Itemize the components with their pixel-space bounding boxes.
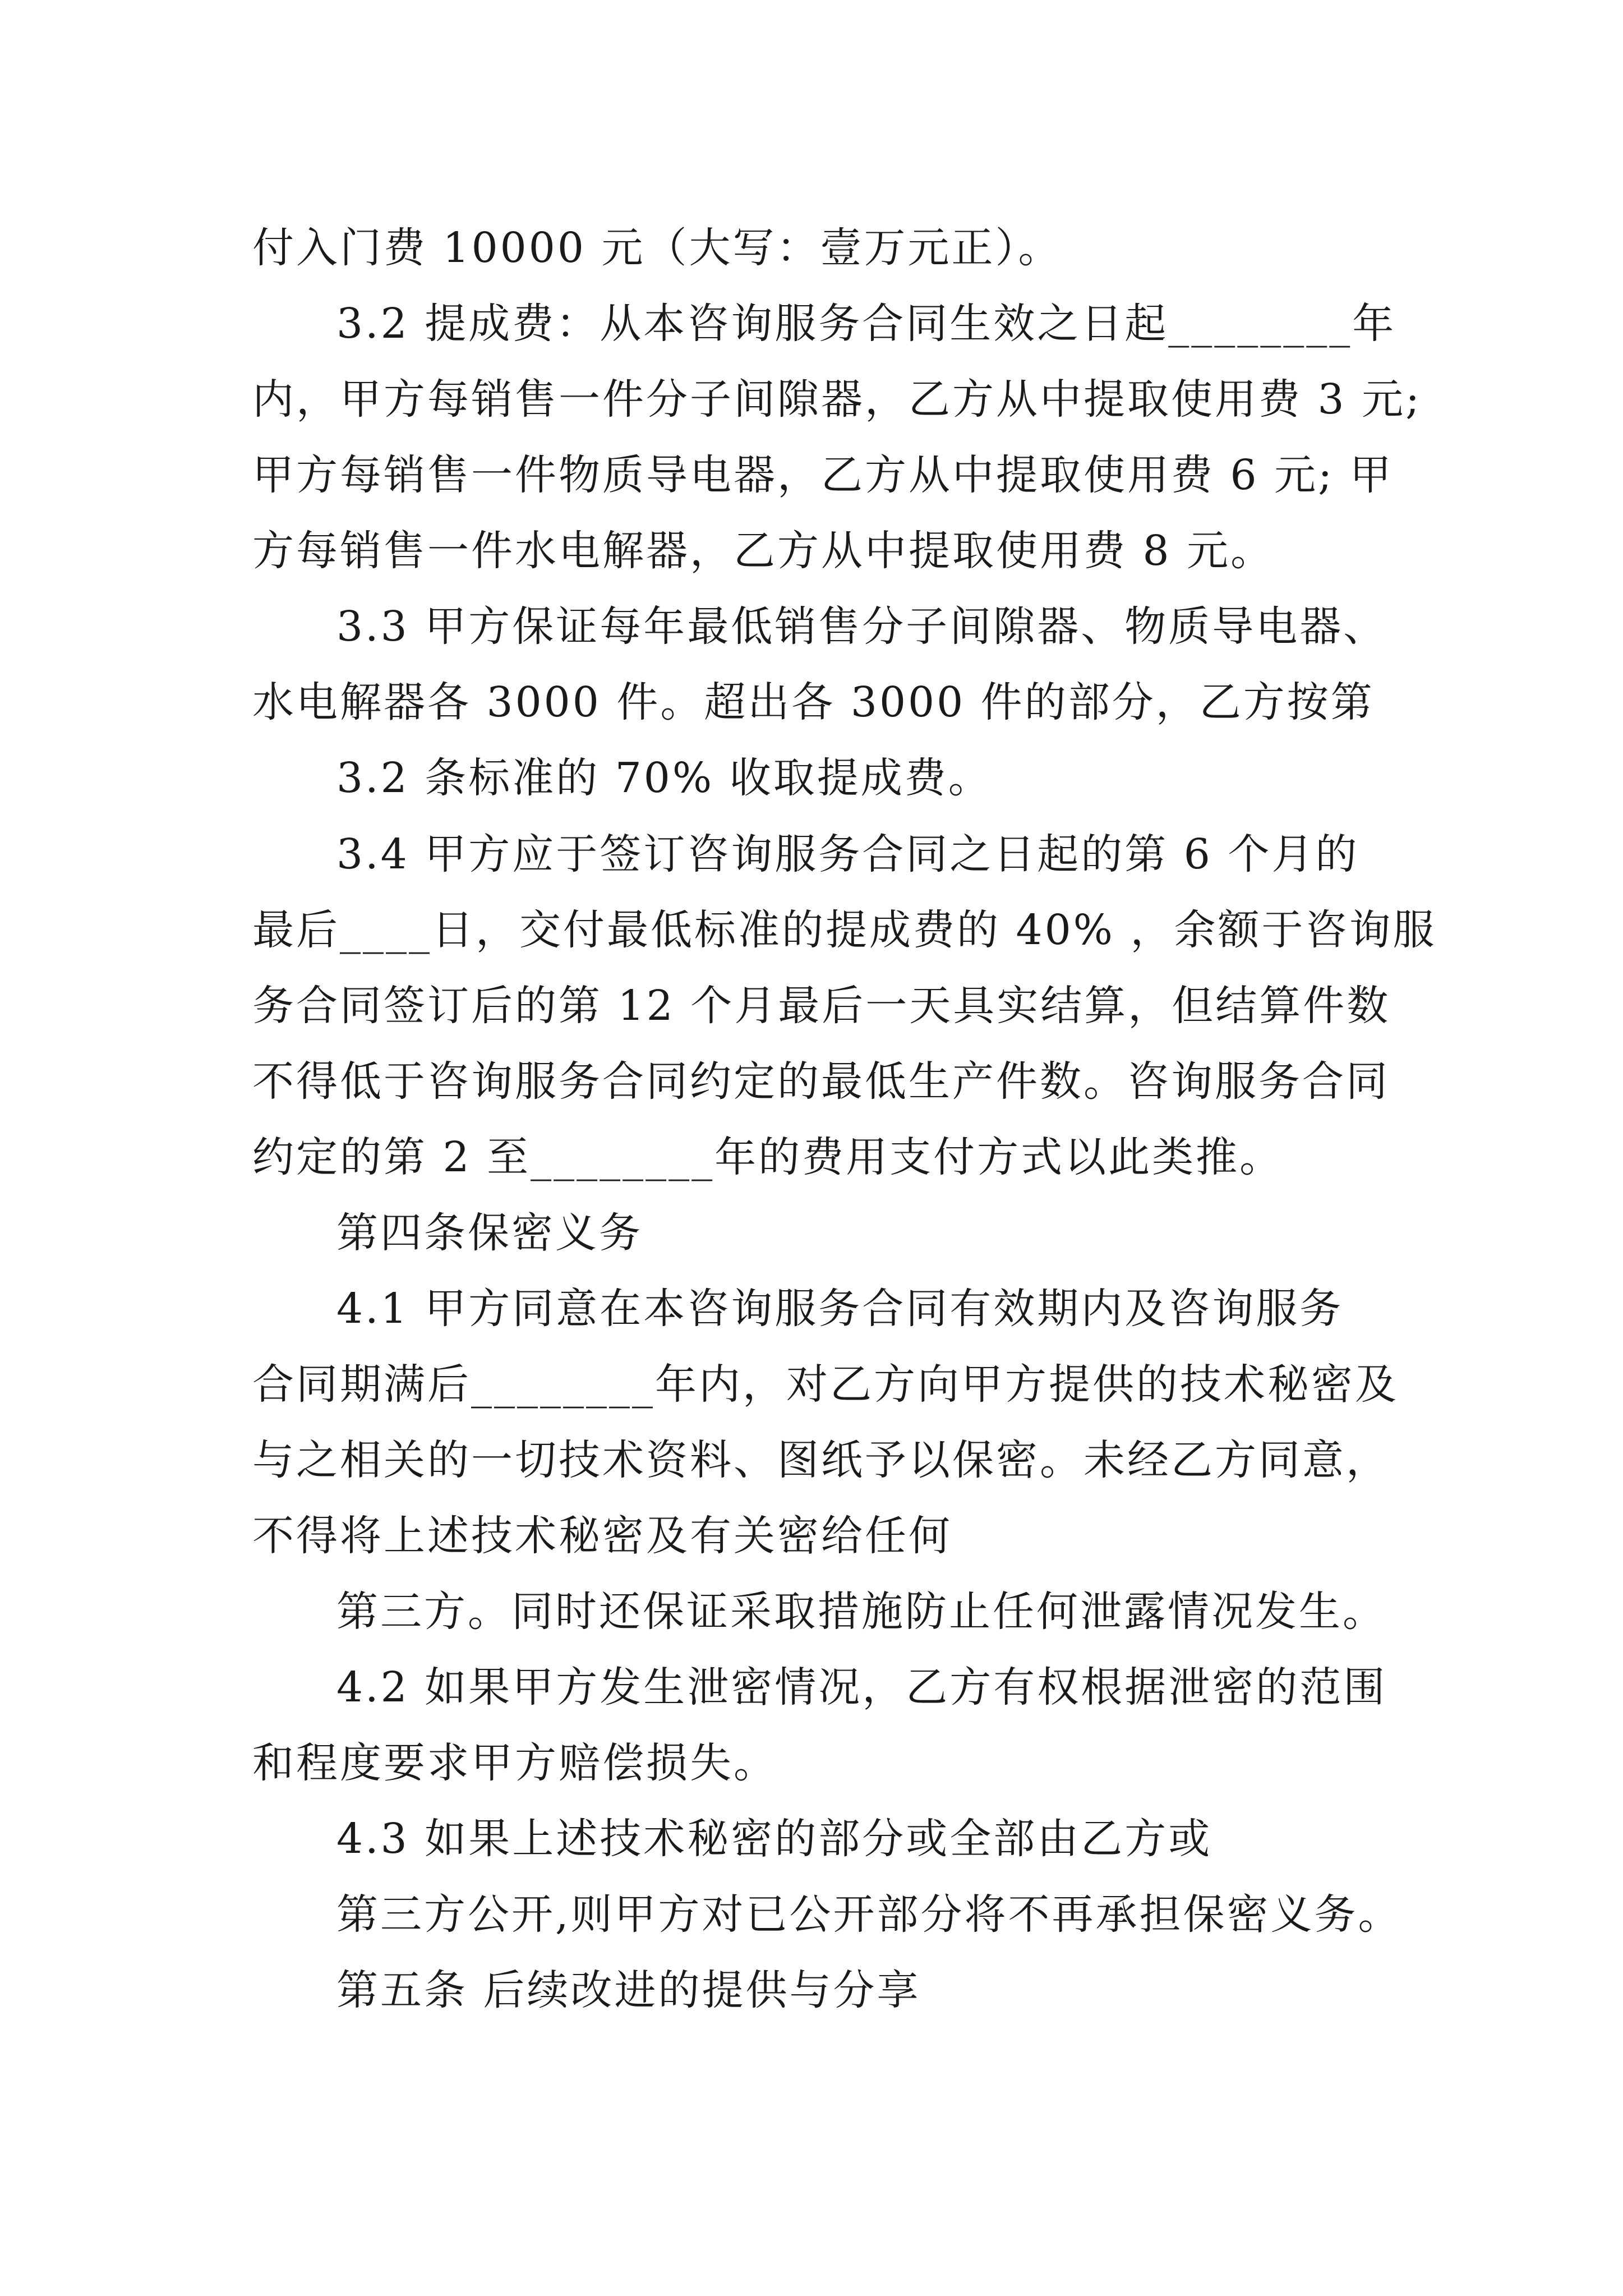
text-line-13: 约定的第 2 至________年的费用支付方式以此类推。 (252, 1133, 1284, 1181)
text-line-10: 最后____日，交付最低标准的提成费的 40% ，余额于咨询服 (252, 906, 1437, 954)
text-line-18: 不得将上述技术秘密及有关密给任何 (252, 1512, 952, 1560)
section-heading-5: 第五条 后续改进的提供与分享 (336, 1966, 921, 2014)
text-line-9: 3.4 甲方应于签订咨询服务合同之日起的第 6 个月的 (336, 830, 1359, 878)
text-line-3: 内，甲方每销售一件分子间隙器，乙方从中提取使用费 3 元; (252, 375, 1422, 424)
text-line-12: 不得低于咨询服务合同约定的最低生产件数。咨询服务合同 (252, 1057, 1390, 1106)
text-line-4: 甲方每销售一件物质导电器，乙方从中提取使用费 6 元; 甲 (252, 451, 1394, 499)
text-line-23: 第三方公开,则甲方对已公开部分将不再承担保密义务。 (336, 1890, 1402, 1939)
text-line-2: 3.2 提成费：从本咨询服务合同生效之日起________年 (336, 300, 1396, 348)
section-heading-4: 第四条保密义务 (336, 1209, 643, 1257)
text-line-19: 第三方。同时还保证采取措施防止任何泄露情况发生。 (336, 1588, 1386, 1636)
text-line-20: 4.2 如果甲方发生泄密情况，乙方有权根据泄密的范围 (336, 1663, 1387, 1711)
text-line-6: 3.3 甲方保证每年最低销售分子间隙器、物质导电器、 (336, 602, 1387, 651)
text-line-21: 和程度要求甲方赔偿损失。 (252, 1739, 777, 1787)
text-line-15: 4.1 甲方同意在本咨询服务合同有效期内及咨询服务 (336, 1285, 1344, 1333)
text-line-1: 付入门费 10000 元（大写：壹万元正）。 (252, 224, 1062, 272)
text-line-5: 方每销售一件水电解器，乙方从中提取使用费 8 元。 (252, 527, 1275, 575)
text-line-22: 4.3 如果上述技术秘密的部分或全部由乙方或 (336, 1815, 1212, 1863)
text-line-16: 合同期满后________年内，对乙方向甲方提供的技术秘密及 (252, 1360, 1399, 1409)
text-line-7: 水电解器各 3000 件。超出各 3000 件的部分，乙方按第 (252, 678, 1375, 726)
text-line-17: 与之相关的一切技术资料、图纸予以保密。未经乙方同意， (252, 1436, 1390, 1484)
text-line-8: 3.2 条标准的 70% 收取提成费。 (336, 754, 992, 802)
text-line-11: 务合同签订后的第 12 个月最后一天具实结算，但结算件数 (252, 982, 1391, 1030)
